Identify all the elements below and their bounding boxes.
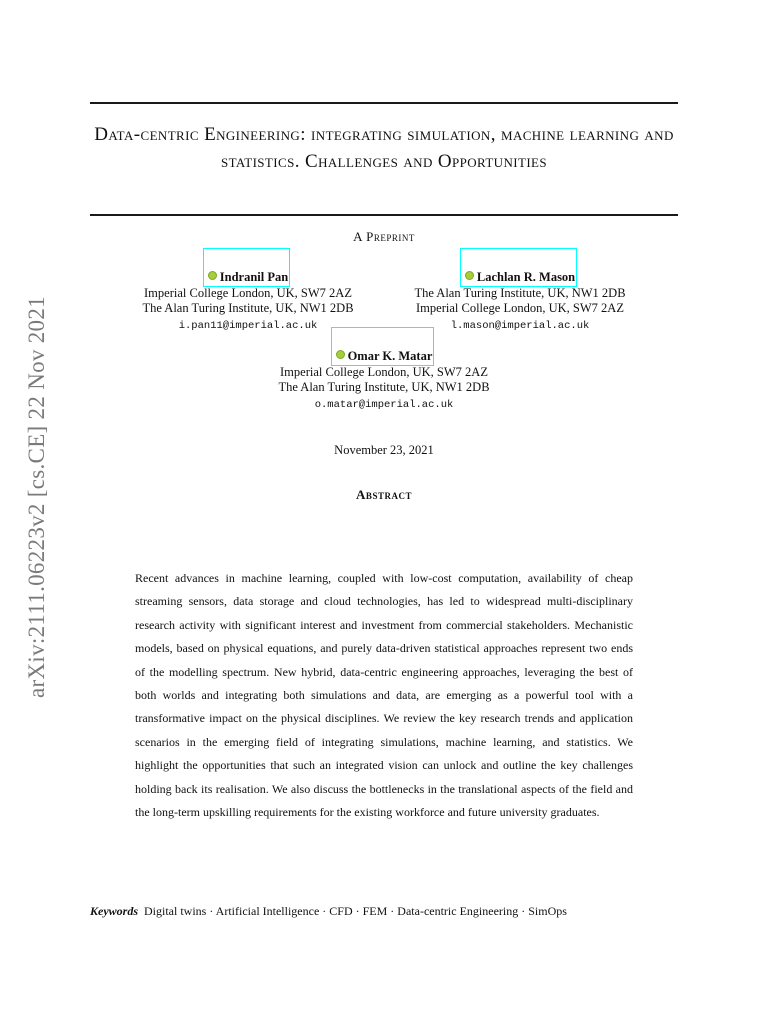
author-2-email[interactable]: l.mason@imperial.ac.uk <box>450 319 590 332</box>
author-link-box[interactable] <box>460 248 577 287</box>
author-3-email[interactable]: o.matar@imperial.ac.uk <box>314 398 454 411</box>
author-name-2-text: Lachlan R. Mason <box>476 270 576 284</box>
preprint-label: A Preprint <box>353 229 415 244</box>
abstract-body: Recent advances in machine learning, coupled with low-cost computation, availability of cheap streaming sensors, data storage and cloud technologies, has led to widespread multi-disciplinary research activity with significant interest and investment from commercial stakeholders. Mechanistic models, based on physical equations, and purely data-driven statistical approaches represent two ends of the modelling spectrum. New hybrid, data-centric engineering approaches, leveraging the best of both worlds and integrating both simulations and data, are emerging as a powerful tool with a transformative impact on the physical disciplines. We review the key research trends and application scenarios in the emerging field of integrating simulations, machine learning, and statistics. We highlight the opportunities that such an integrated vision can unlock and outline the key challenges holding back its realisation. We also discuss the bottlenecks in the translational aspects of the field and the long-term upskilling requirements for the existing workforce and future university graduates. <box>135 571 633 820</box>
title-rule-top <box>90 102 678 104</box>
author-name-1-text: Indranil Pan <box>219 270 289 284</box>
title-rule-bottom <box>90 214 678 216</box>
author-name-1[interactable] <box>208 270 288 286</box>
keywords-line <box>90 904 690 919</box>
author-3-affiliation-1: Imperial College London, UK, SW7 2AZ <box>280 364 488 379</box>
author-1-affiliation-1: Imperial College London, UK, SW7 2AZ <box>144 285 352 300</box>
arxiv-identifier-text: arXiv:2111.06223v2 [cs.CE] 22 Nov 2021 <box>24 296 49 698</box>
author-name-3[interactable] <box>336 349 433 365</box>
author-name-3-text: Omar K. Matar <box>347 349 433 363</box>
author-link-box[interactable] <box>203 248 290 287</box>
author-link-box[interactable] <box>331 327 435 366</box>
author-block-2 <box>360 270 680 334</box>
author-2-affiliation-1: The Alan Turing Institute, UK, NW1 2DB <box>414 285 626 300</box>
author-3-affiliation-2: The Alan Turing Institute, UK, NW1 2DB <box>278 380 490 394</box>
paper-title: Data-centric Engineering: integrating simulation, machine learning and statistics. Challenges and Opportunities <box>94 124 674 172</box>
publication-date: November 23, 2021 <box>334 443 434 457</box>
abstract-heading: Abstract <box>356 487 412 502</box>
keywords-list: Digital twins · Artificial Intelligence · CFD · FEM · Data-centric Engineering · SimOps <box>144 904 567 918</box>
keywords-label: Keywords <box>90 904 138 918</box>
author-name-2[interactable] <box>465 270 575 286</box>
author-2-affiliation-2: Imperial College London, UK, SW7 2AZ <box>416 301 624 315</box>
author-block-3 <box>224 349 544 413</box>
author-1-affiliation-2: The Alan Turing Institute, UK, NW1 2DB <box>142 301 354 315</box>
author-1-email[interactable]: i.pan11@imperial.ac.uk <box>178 319 318 332</box>
